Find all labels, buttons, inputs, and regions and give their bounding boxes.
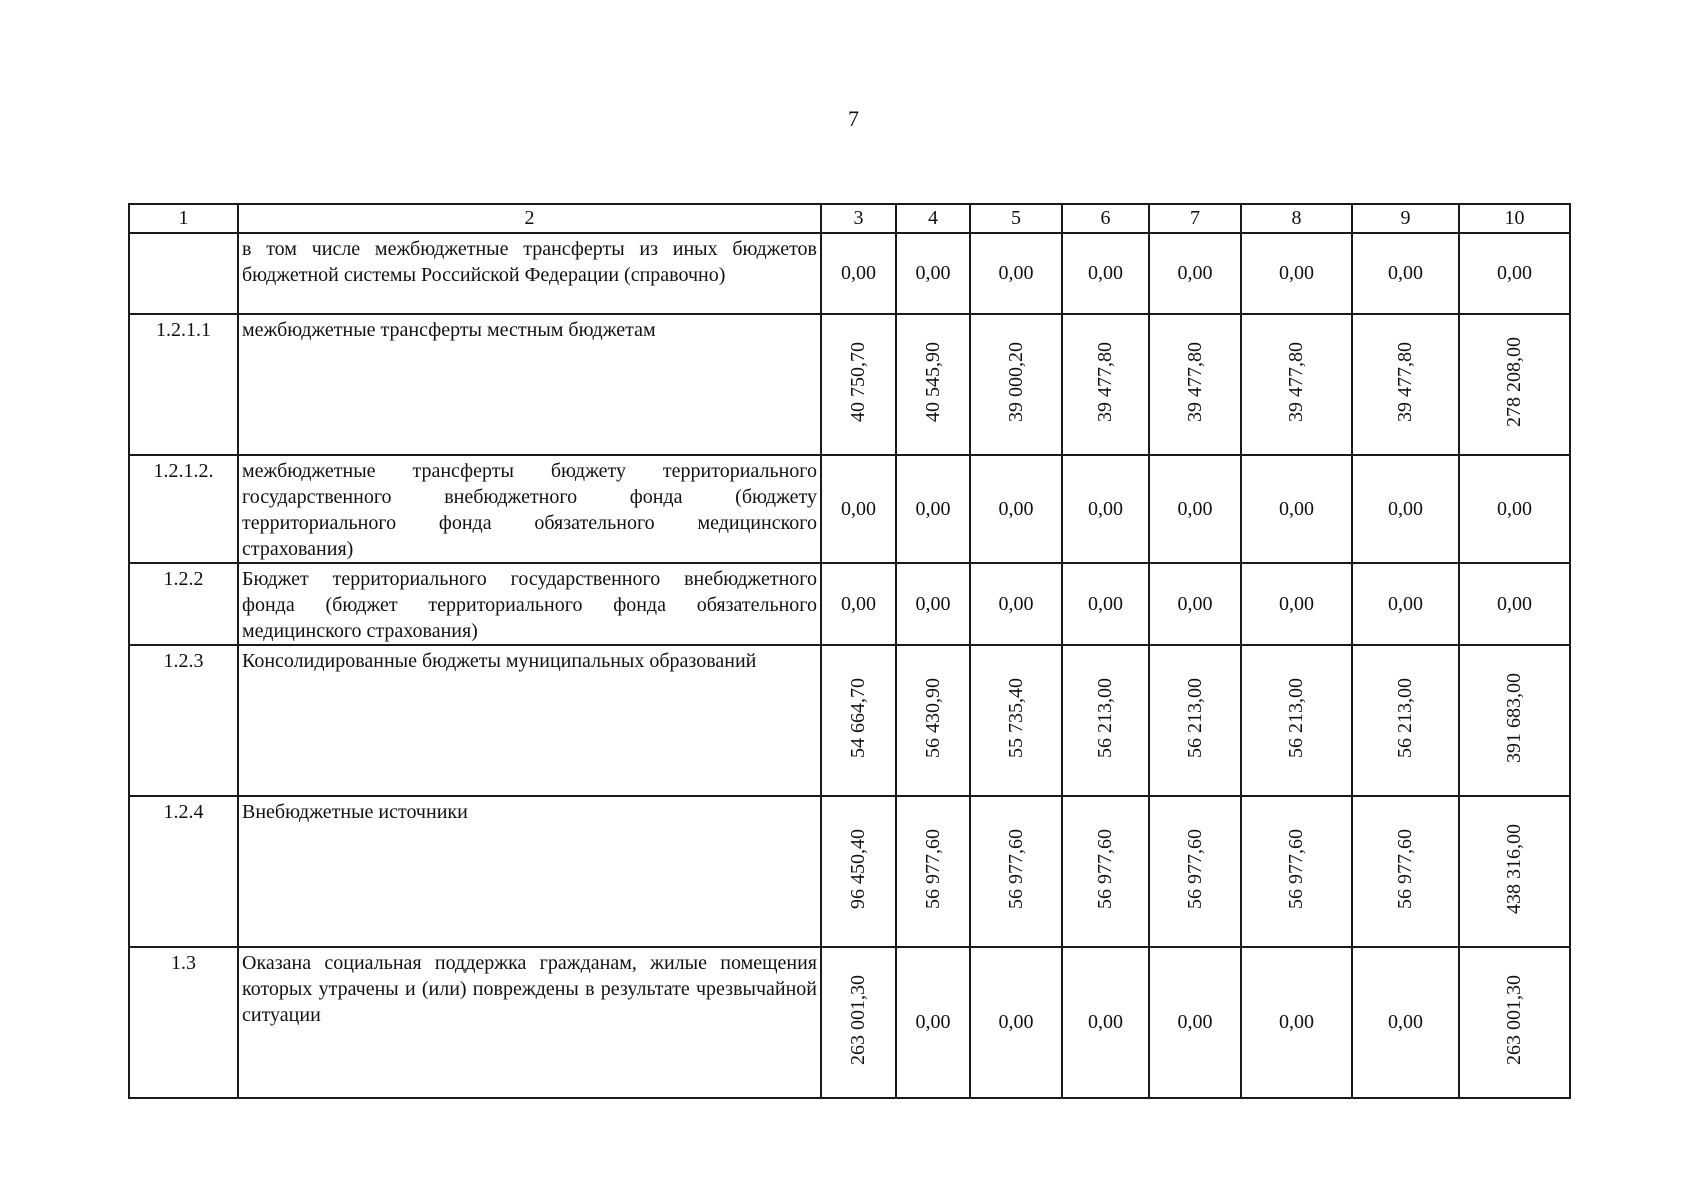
value-cell (1149, 314, 1241, 455)
row-description: Консолидированные бюджеты муниципальных образований (238, 645, 821, 796)
value-cell (1062, 796, 1149, 947)
header-cell: 8 (1241, 204, 1352, 233)
value-text: 391 683,00 (1503, 672, 1525, 763)
header-cell: 6 (1062, 204, 1149, 233)
header-cell: 3 (821, 204, 896, 233)
value-cell: 0,00 (1241, 947, 1352, 1098)
value-text: 56 977,60 (1285, 828, 1307, 909)
value-cell: 0,00 (1241, 455, 1352, 563)
value-text: 56 977,60 (921, 828, 944, 909)
value-text: 56 977,60 (1183, 828, 1206, 909)
header-cell: 10 (1459, 204, 1570, 233)
value-cell: 0,00 (1459, 233, 1570, 314)
value-cell (896, 796, 970, 947)
value-cell (1062, 314, 1149, 455)
value-cell: 0,00 (1149, 563, 1241, 645)
header-cell: 2 (238, 204, 821, 233)
value-cell (1459, 314, 1570, 455)
value-cell (1241, 796, 1352, 947)
value-cell (1459, 796, 1570, 947)
value-text: 56 430,90 (921, 677, 944, 758)
table-row (129, 233, 1570, 314)
value-cell (1241, 314, 1352, 455)
value-cell: 0,00 (1459, 563, 1570, 645)
value-cell: 0,00 (896, 233, 970, 314)
value-cell: 0,00 (821, 455, 896, 563)
row-description: Бюджет территориального государственного внебюджетного фонда (бюджет территориального фонда обязательного медицинского страхования) (238, 563, 821, 645)
value-cell: 0,00 (1149, 947, 1241, 1098)
value-cell: 0,00 (1062, 455, 1149, 563)
value-text: 56 213,00 (1094, 677, 1116, 758)
budget-table (128, 203, 1571, 1099)
row-description: межбюджетные трансферты бюджету территориального государственного внебюджетного фонда (бюджету территориального фонда обязательного медицинского страхования) (238, 455, 821, 563)
value-cell: 0,00 (1062, 947, 1149, 1098)
value-cell (1062, 645, 1149, 796)
header-cell: 9 (1352, 204, 1459, 233)
value-cell (1149, 645, 1241, 796)
value-text: 56 977,60 (1004, 828, 1027, 909)
row-number (129, 233, 238, 314)
row-description: Оказана социальная поддержка гражданам, жилые помещения которых утрачены и (или) повреждены в результате чрезвычайной ситуации (238, 947, 821, 1098)
value-cell: 0,00 (821, 563, 896, 645)
value-cell: 0,00 (1352, 233, 1459, 314)
value-text: 39 477,80 (1183, 341, 1206, 422)
value-cell (1149, 796, 1241, 947)
value-cell (821, 314, 896, 455)
header-cell: 4 (896, 204, 970, 233)
table-row (129, 645, 1570, 796)
value-text: 96 450,40 (847, 828, 869, 909)
value-text: 55 735,40 (1004, 677, 1027, 758)
value-cell: 0,00 (1352, 563, 1459, 645)
value-text: 56 213,00 (1394, 677, 1416, 758)
table-row (129, 314, 1570, 455)
value-cell: 0,00 (1149, 455, 1241, 563)
value-cell: 0,00 (970, 563, 1062, 645)
value-cell: 0,00 (1149, 233, 1241, 314)
value-cell (1241, 645, 1352, 796)
value-cell: 0,00 (1352, 947, 1459, 1098)
value-cell (1459, 947, 1570, 1098)
value-cell: 0,00 (1241, 233, 1352, 314)
row-description: Внебюджетные источники (238, 796, 821, 947)
table-row (129, 563, 1570, 645)
row-number: 1.2.1.2. (129, 455, 238, 563)
value-text: 56 213,00 (1285, 677, 1307, 758)
row-number: 1.2.2 (129, 563, 238, 645)
value-cell: 0,00 (970, 947, 1062, 1098)
value-text: 39 477,80 (1094, 341, 1116, 422)
row-description: в том числе межбюджетные трансферты из иных бюджетов бюджетной системы Российской Федерации (справочно) (238, 233, 821, 314)
value-cell (1352, 796, 1459, 947)
value-cell: 0,00 (896, 947, 970, 1098)
value-cell (896, 314, 970, 455)
value-cell (970, 314, 1062, 455)
value-text: 40 545,90 (921, 341, 944, 422)
row-number: 1.3 (129, 947, 238, 1098)
value-cell (1352, 645, 1459, 796)
value-cell (1352, 314, 1459, 455)
value-text: 278 208,00 (1503, 336, 1525, 427)
row-number: 1.2.1.1 (129, 314, 238, 455)
value-cell: 0,00 (970, 233, 1062, 314)
value-text: 56 213,00 (1183, 677, 1206, 758)
value-text: 39 477,80 (1285, 341, 1307, 422)
value-cell (970, 645, 1062, 796)
value-cell: 0,00 (1062, 563, 1149, 645)
row-number: 1.2.4 (129, 796, 238, 947)
value-cell: 0,00 (1352, 455, 1459, 563)
value-cell (896, 645, 970, 796)
value-cell: 0,00 (896, 563, 970, 645)
value-text: 56 977,60 (1394, 828, 1416, 909)
value-cell (970, 796, 1062, 947)
value-cell: 0,00 (970, 455, 1062, 563)
value-text: 39 477,80 (1394, 341, 1416, 422)
value-text: 39 000,20 (1004, 341, 1027, 422)
header-cell: 7 (1149, 204, 1241, 233)
value-cell: 0,00 (1062, 233, 1149, 314)
value-text: 438 316,00 (1503, 823, 1525, 914)
value-text: 263 001,30 (1503, 974, 1525, 1065)
page-number: 7 (848, 106, 859, 131)
row-description: межбюджетные трансферты местным бюджетам (238, 314, 821, 455)
table-row (129, 455, 1570, 563)
value-cell: 0,00 (821, 233, 896, 314)
value-cell: 0,00 (896, 455, 970, 563)
value-cell: 0,00 (1459, 455, 1570, 563)
value-text: 54 664,70 (847, 677, 869, 758)
value-text: 263 001,30 (847, 974, 869, 1065)
value-cell: 0,00 (1241, 563, 1352, 645)
value-cell (821, 645, 896, 796)
table-header-row (129, 204, 1570, 233)
value-text: 56 977,60 (1094, 828, 1116, 909)
value-cell (821, 947, 896, 1098)
table-row (129, 947, 1570, 1098)
row-number: 1.2.3 (129, 645, 238, 796)
value-text: 40 750,70 (847, 341, 869, 422)
value-cell (1459, 645, 1570, 796)
header-cell: 5 (970, 204, 1062, 233)
table-row (129, 796, 1570, 947)
header-cell: 1 (129, 204, 238, 233)
value-cell (821, 796, 896, 947)
